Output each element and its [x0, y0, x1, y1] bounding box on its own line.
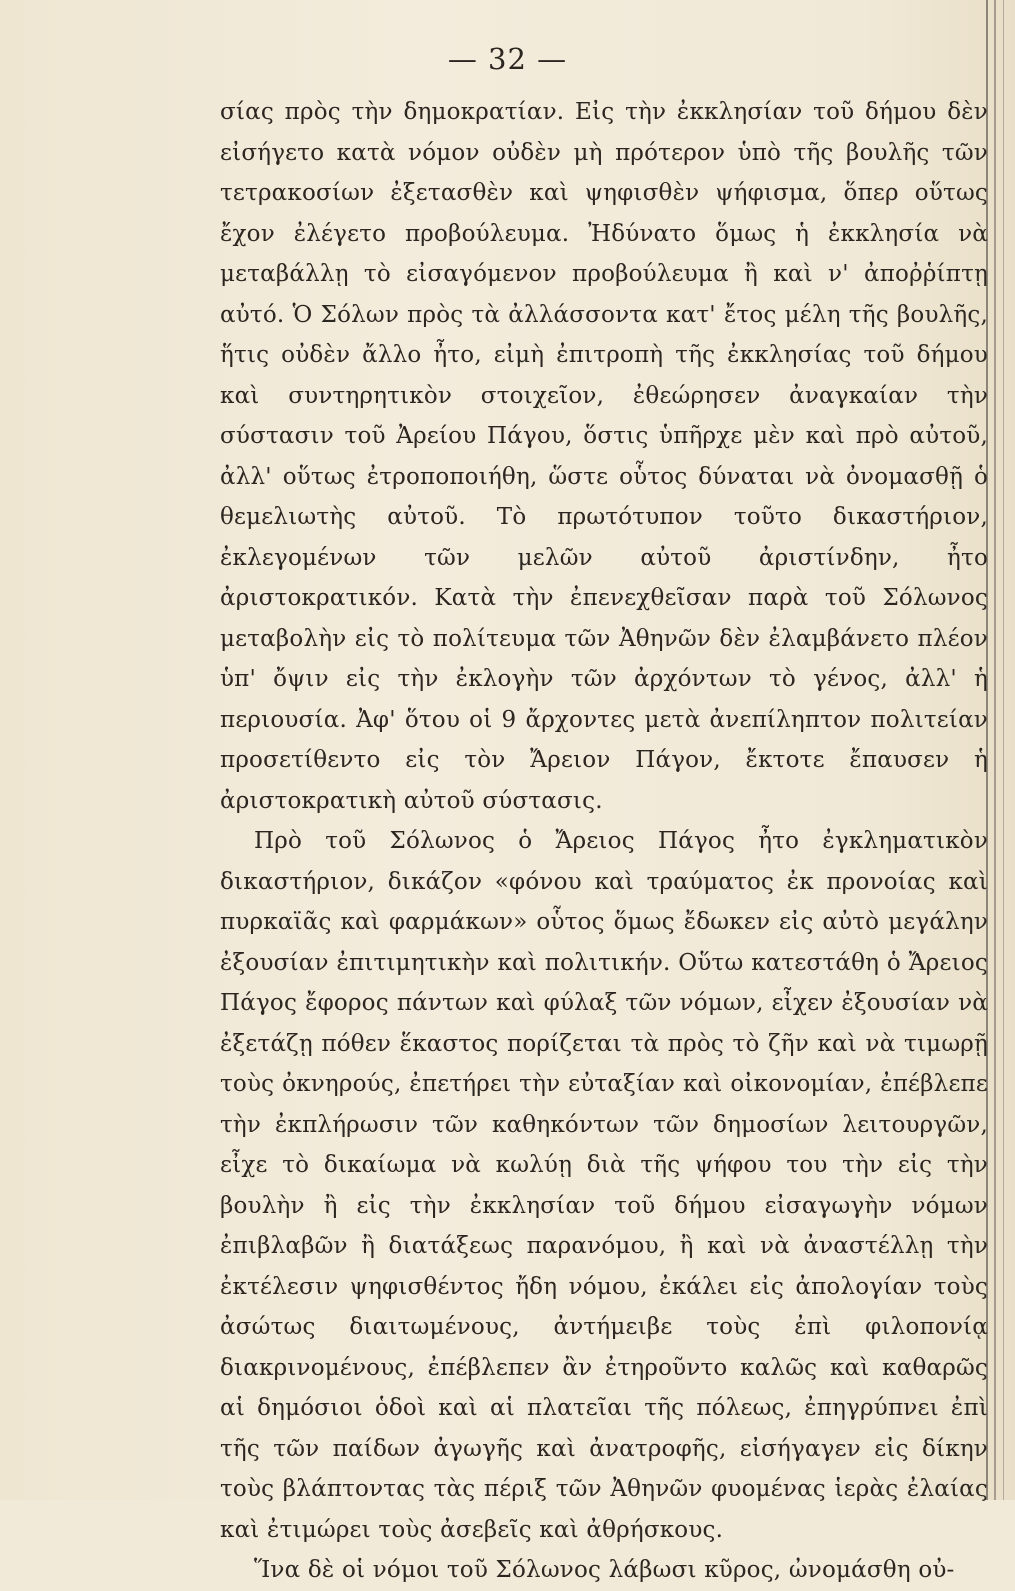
body-text — [220, 92, 988, 1591]
paragraph-laws-validity: Ἵνα δὲ οἱ νόμοι τοῦ Σόλωνος λάβωσι κῦρος, ὠνομάσθη οὐ- — [254, 1557, 955, 1583]
page-edge-line — [1003, 0, 1004, 1500]
page-number: — 32 — — [447, 42, 568, 76]
paragraph-continued: σίας πρὸς τὴν δημοκρατίαν. Εἰς τὴν ἐκκλησίαν τοῦ δήμου δὲν εἰσήγετο κατὰ νόμον οὐδὲν μὴ πρότερον ὑπὸ τῆς βουλῆς τῶν τετρακοσίων ἐξετασθὲν καὶ ψηφισθὲν ψήφισμα, ὅπερ οὕτως ἔχον ἐλέγετο προβούλευμα. Ἠδύνατο ὅμως ἡ ἐκκλησία νὰ μεταβάλλῃ τὸ εἰσαγόμενον προβούλευμα ἢ καὶ ν' ἀποῤῥίπτῃ αὐτό. Ὁ Σόλων πρὸς τὰ ἀλλάσσοντα κατ' ἔτος μέλη τῆς βουλῆς, ἥτις οὐδὲν ἄλλο ἦτο, εἰμὴ ἐπιτροπὴ τῆς ἐκκλησίας τοῦ δήμου καὶ συντηρητικὸν στοιχεῖον, ἐθεώρησεν ἀναγκαίαν τὴν σύστασιν τοῦ Ἀρείου Πάγου, ὅστις ὑπῆρχε μὲν καὶ πρὸ αὐτοῦ, ἀλλ' οὕτως ἐτροποποιήθη, ὥστε οὗτος δύναται νὰ ὀνομασθῇ ὁ θεμελιωτὴς αὐτοῦ. Τὸ πρωτότυπον τοῦτο δικαστήριον, ἐκλεγομένων τῶν μελῶν αὐτοῦ ἀριστίνδην, ἦτο ἀριστοκρατικόν. Κατὰ τὴν ἐπενεχθεῖσαν παρὰ τοῦ Σόλωνος μεταβολὴν εἰς τὸ πολίτευμα τῶν Ἀθηνῶν δὲν ἐλαμβάνετο πλέον ὑπ' ὄψιν εἰς τὴν ἐκλογὴν τῶν ἀρχόντων τὸ γένος, ἀλλ' ἡ περιουσία. Ἀφ' ὅτου οἱ 9 ἄρχοντες μετὰ ἀνεπίληπτον πολιτείαν προσετίθεντο εἰς τὸν Ἄρειον Πάγον, ἔκτοτε ἔπαυσεν ἡ ἀριστοκρατικὴ αὐτοῦ σύστασις. — [220, 99, 988, 814]
page-edge-line — [994, 0, 996, 1500]
paragraph-areopagus-powers: Πρὸ τοῦ Σόλωνος ὁ Ἄρειος Πάγος ἦτο ἐγκληματικὸν δικαστήριον, δικάζον «φόνου καὶ τραύματος ἐκ προνοίας καὶ πυρκαϊᾶς καὶ φαρμάκων» οὗτος ὅμως ἔδωκεν εἰς αὐτὸ μεγάλην ἐξουσίαν ἐπιτιμητικὴν καὶ πολιτικήν. Οὕτω κατεστάθη ὁ Ἄρειος Πάγος ἔφορος πάντων καὶ φύλαξ τῶν νόμων, εἶχεν ἐξουσίαν νὰ ἐξετάζῃ πόθεν ἕκαστος πορίζεται τὰ πρὸς τὸ ζῆν καὶ νὰ τιμωρῇ τοὺς ὀκνηρούς, ἐπετήρει τὴν εὐταξίαν καὶ οἰκονομίαν, ἐπέβλεπε τὴν ἐκπλήρωσιν τῶν καθηκόντων τῶν δημοσίων λειτουργῶν, εἶχε τὸ δικαίωμα νὰ κωλύῃ διὰ τῆς ψήφου του τὴν εἰς τὴν βουλὴν ἢ εἰς τὴν ἐκκλησίαν τοῦ δήμου εἰσαγωγὴν νόμων ἐπιβλαβῶν ἢ διατάξεως παρανόμου, ἢ καὶ νὰ ἀναστέλλῃ τὴν ἐκτέλεσιν ψηφισθέντος ἤδη νόμου, ἐκάλει εἰς ἀπολογίαν τοὺς ἀσώτως διαιτωμένους, ἀντήμειβε τοὺς ἐπὶ φιλοπονίᾳ διακρινομένους, ἐπέβλεπεν ἂν ἐτηροῦντο καλῶς καὶ καθαρῶς αἱ δημόσιοι ὁδοὶ καὶ αἱ πλατεῖαι τῆς πόλεως, ἐπηγρύπνει ἐπὶ τῆς τῶν παίδων ἀγωγῆς καὶ ἀνατροφῆς, εἰσήγαγεν εἰς δίκην τοὺς βλάπτοντας τὰς πέριξ τῶν Ἀθηνῶν φυομένας ἱερὰς ἐλαίας καὶ ἐτιμώρει τοὺς ἀσεβεῖς καὶ ἀθρήσκους. — [220, 828, 988, 1543]
